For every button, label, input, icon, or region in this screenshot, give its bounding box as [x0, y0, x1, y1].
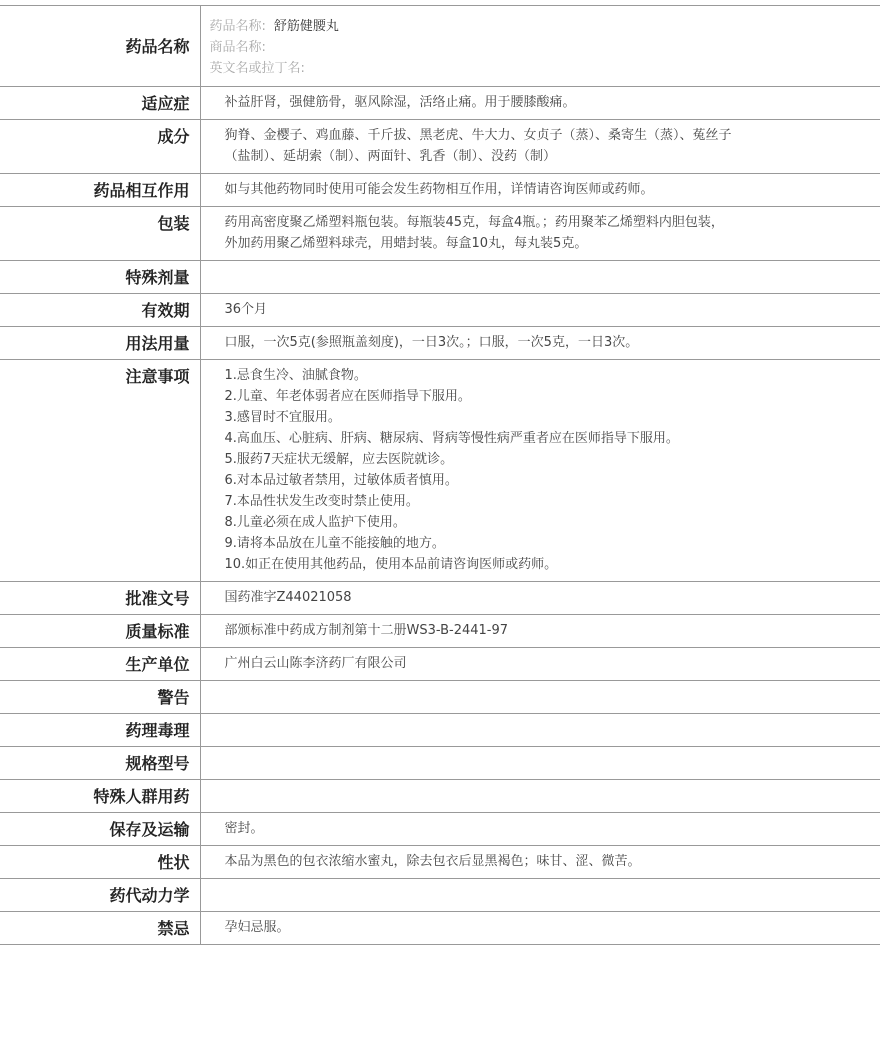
- generic-name-label: 药品名称:: [209, 19, 266, 34]
- value-special-groups: [200, 780, 880, 813]
- value-contraindications: 孕妇忌服。: [200, 912, 880, 945]
- precaution-item: 4.高血压、心脏病、肝病、糖尿病、肾病等慢性病严重者应在医师指导下服用。: [224, 431, 679, 446]
- label-drug-name: 药品名称: [0, 6, 200, 87]
- row-special-groups: [0, 780, 880, 813]
- row-precautions: [0, 360, 880, 582]
- row-pharmacokinetics: [0, 879, 880, 912]
- label-standard: 质量标准: [0, 615, 200, 648]
- row-package: [0, 207, 880, 261]
- precaution-item: 5.服药7天症状无缓解，应去医院就诊。: [224, 452, 454, 467]
- row-pharmacology: [0, 714, 880, 747]
- row-storage: [0, 813, 880, 846]
- value-indication: 补益肝肾，强健筋骨，驱风除湿，活络止痛。用于腰膝酸痛。: [200, 87, 880, 120]
- label-pharmacokinetics: 药代动力学: [0, 879, 200, 912]
- label-manufacturer: 生产单位: [0, 648, 200, 681]
- precaution-item: 3.感冒时不宜服用。: [224, 410, 341, 425]
- label-expiry: 有效期: [0, 294, 200, 327]
- precaution-item: 10.如正在使用其他药品，使用本品前请咨询医师或药师。: [224, 557, 558, 572]
- row-usage: [0, 327, 880, 360]
- label-approval: 批准文号: [0, 582, 200, 615]
- label-precautions: 注意事项: [0, 360, 200, 582]
- value-package: [200, 207, 880, 261]
- precaution-item: 1.忌食生冷、油腻食物。: [224, 368, 367, 383]
- generic-name-line: [210, 16, 880, 37]
- value-pharmacokinetics: [200, 879, 880, 912]
- value-ingredients: [200, 120, 880, 174]
- label-warning: 警告: [0, 681, 200, 714]
- label-ingredients: 成分: [0, 120, 200, 174]
- value-pharmacology: [200, 714, 880, 747]
- row-spec: [0, 747, 880, 780]
- generic-name-value: 舒筋健腰丸: [273, 19, 339, 34]
- row-warning: [0, 681, 880, 714]
- row-standard: [0, 615, 880, 648]
- row-appearance: [0, 846, 880, 879]
- precaution-item: 6.对本品过敏者禁用，过敏体质者慎用。: [224, 473, 458, 488]
- precaution-item: 8.儿童必须在成人监护下使用。: [224, 515, 406, 530]
- value-usage: 口服，一次5克(参照瓶盖刻度)，一日3次。；口服，一次5克，一日3次。: [200, 327, 880, 360]
- label-pharmacology: 药理毒理: [0, 714, 200, 747]
- label-storage: 保存及运输: [0, 813, 200, 846]
- row-drug-name: [0, 6, 880, 87]
- row-contraindications: [0, 912, 880, 945]
- value-appearance: 本品为黑色的包衣浓缩水蜜丸，除去包衣后显黑褐色；味甘、涩、微苦。: [200, 846, 880, 879]
- row-expiry: [0, 294, 880, 327]
- row-indication: [0, 87, 880, 120]
- value-special-dose: [200, 261, 880, 294]
- label-appearance: 性状: [0, 846, 200, 879]
- value-interaction: 如与其他药物同时使用可能会发生药物相互作用，详情请咨询医师或药师。: [200, 174, 880, 207]
- english-name-label: 英文名或拉丁名:: [209, 61, 305, 76]
- label-special-dose: 特殊剂量: [0, 261, 200, 294]
- precaution-item: 7.本品性状发生改变时禁止使用。: [224, 494, 419, 509]
- row-manufacturer: [0, 648, 880, 681]
- value-precautions: [200, 360, 880, 582]
- drug-name-block: [200, 6, 880, 87]
- row-special-dose: [0, 261, 880, 294]
- label-interaction: 药品相互作用: [0, 174, 200, 207]
- package-line: 外加药用聚乙烯塑料球壳，用蜡封装。每盒10丸，每丸装5克。: [224, 236, 588, 251]
- row-ingredients: [0, 120, 880, 174]
- row-approval: [0, 582, 880, 615]
- label-spec: 规格型号: [0, 747, 200, 780]
- label-contraindications: 禁忌: [0, 912, 200, 945]
- package-line: 药用高密度聚乙烯塑料瓶包装。每瓶装45克，每盒4瓶。；药用聚苯乙烯塑料内胆包装，: [224, 215, 724, 230]
- ingredients-line: 狗脊、金樱子、鸡血藤、千斤拔、黑老虎、牛大力、女贞子（蒸）、桑寄生（蒸）、菟丝子: [224, 128, 732, 143]
- trade-name-label: 商品名称:: [209, 40, 266, 55]
- value-expiry: 36个月: [200, 294, 880, 327]
- value-spec: [200, 747, 880, 780]
- value-standard: 部颁标准中药成方制剂第十二册WS3-B-2441-97: [200, 615, 880, 648]
- label-special-groups: 特殊人群用药: [0, 780, 200, 813]
- ingredients-line: （盐制）、延胡索（制）、两面针、乳香（制）、没药（制）: [224, 149, 557, 164]
- value-approval: 国药准字Z44021058: [200, 582, 880, 615]
- label-usage: 用法用量: [0, 327, 200, 360]
- value-manufacturer: 广州白云山陈李济药厂有限公司: [200, 648, 880, 681]
- row-interaction: [0, 174, 880, 207]
- label-package: 包装: [0, 207, 200, 261]
- drug-info-table: [0, 5, 880, 945]
- value-storage: 密封。: [200, 813, 880, 846]
- precaution-item: 9.请将本品放在儿童不能接触的地方。: [224, 536, 445, 551]
- precaution-item: 2.儿童、年老体弱者应在医师指导下服用。: [224, 389, 471, 404]
- value-warning: [200, 681, 880, 714]
- label-indication: 适应症: [0, 87, 200, 120]
